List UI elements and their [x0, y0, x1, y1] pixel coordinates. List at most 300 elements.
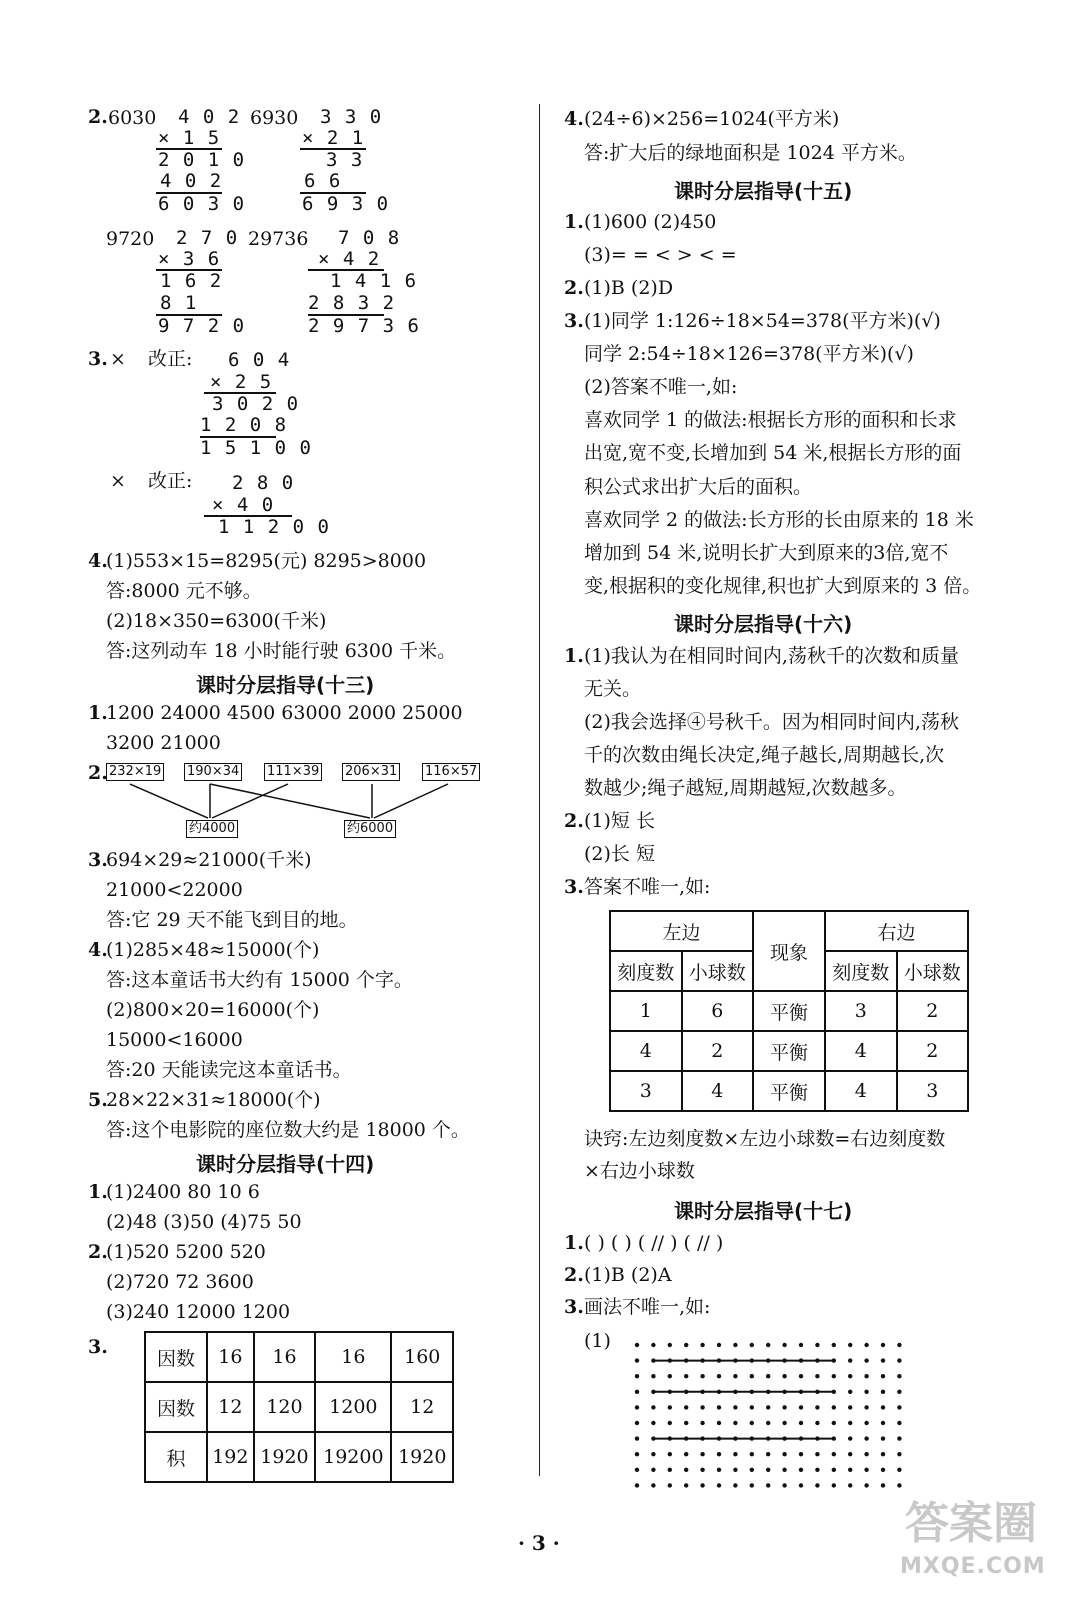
grid-dot	[897, 1358, 901, 1362]
s15-q3-line7: 喜欢同学 2 的做法:长方形的长由原来的 18 米	[584, 509, 974, 531]
table-cell: 4	[610, 1031, 682, 1071]
grid-dot	[864, 1483, 868, 1487]
s17-q2-number: 2.	[564, 1264, 584, 1286]
grid-dot	[717, 1436, 721, 1440]
grid-dot	[750, 1374, 754, 1378]
grid-dot	[881, 1405, 885, 1409]
q2d-product: 2 9 7 3 6	[308, 315, 420, 337]
section-title-16: 课时分层指导(十六)	[674, 612, 853, 636]
grid-dot	[651, 1483, 655, 1487]
q3-fix-label: 改正:	[148, 348, 193, 370]
s15-q3-line2: 同学 2:54÷18×126=378(平方米)(√)	[584, 343, 914, 365]
s15-q1-line1: (1)600 (2)450	[584, 211, 717, 233]
s16-tip-line1: 诀窍:左边刻度数×左边小球数=右边刻度数	[584, 1128, 946, 1150]
grid-dot	[651, 1468, 655, 1472]
q3-number: 3.	[88, 348, 108, 370]
grid-dot	[717, 1452, 721, 1456]
result-box-4000: 约4000	[186, 820, 238, 838]
table-subheader: 小球数	[682, 951, 754, 991]
s15-q1-line2: (3)= = < > < =	[584, 244, 737, 266]
s13-q5-number: 5.	[88, 1089, 108, 1111]
grid-dot	[864, 1468, 868, 1472]
grid-dot	[733, 1483, 737, 1487]
grid-dot	[750, 1483, 754, 1487]
s13-q1-number: 1.	[88, 702, 108, 724]
grid-dot	[733, 1436, 737, 1440]
grid-dot	[684, 1452, 688, 1456]
grid-dot	[864, 1421, 868, 1425]
s15-q3-line5: 出宽,宽不变,长增加到 54 米,根据长方形的面	[584, 442, 962, 464]
q2d-multiplier: × 4 2	[318, 248, 381, 270]
grid-dot	[815, 1405, 819, 1409]
r-q4-number: 4.	[564, 108, 584, 130]
s15-q3-line6: 积公式求出扩大后的面积。	[584, 476, 813, 498]
grid-dot	[799, 1405, 803, 1409]
grid-dot	[635, 1452, 639, 1456]
match-box-3: 111×39	[264, 763, 322, 781]
grid-dot	[766, 1436, 770, 1440]
table-cell: 2	[682, 1031, 754, 1071]
grid-dot	[799, 1390, 803, 1394]
s13-q4-line3: (2)800×20=16000(个)	[106, 999, 320, 1021]
grid-dot	[750, 1358, 754, 1362]
table-cell: 120	[254, 1382, 316, 1432]
table-cell: 平衡	[753, 1071, 825, 1111]
s14-q1-line2: (2)48 (3)50 (4)75 50	[106, 1211, 302, 1233]
grid-dot	[864, 1374, 868, 1378]
grid-dot	[635, 1405, 639, 1409]
grid-dot	[750, 1452, 754, 1456]
grid-dot	[700, 1374, 704, 1378]
q2b-multiplicand: 3 3 0	[320, 106, 383, 128]
q2c-partial2: 8 1	[160, 292, 198, 314]
grid-dot	[717, 1421, 721, 1425]
grid-dot	[750, 1343, 754, 1347]
grid-dot	[766, 1390, 770, 1394]
s14-q2-line1: (1)520 5200 520	[106, 1241, 266, 1263]
grid-dot	[897, 1343, 901, 1347]
grid-dot	[799, 1468, 803, 1472]
q3b-product: 1 1 2 0 0	[218, 516, 330, 538]
grid-dot	[684, 1405, 688, 1409]
grid-dot	[717, 1405, 721, 1409]
grid-dot	[733, 1421, 737, 1425]
q2c-product: 9 7 2 0	[158, 315, 246, 337]
s15-q2-line1: (1)B (2)D	[584, 277, 674, 299]
s13-q3-number: 3.	[88, 849, 108, 871]
grid-dot	[684, 1483, 688, 1487]
table-cell: 16	[207, 1332, 254, 1382]
grid-dot	[864, 1358, 868, 1362]
table-cell: 12	[391, 1382, 453, 1432]
q2b-result: 6930	[250, 107, 299, 129]
grid-dot	[815, 1421, 819, 1425]
grid-dot	[766, 1358, 770, 1362]
grid-dot	[799, 1452, 803, 1456]
q2b-partial1: 3 3	[326, 149, 364, 171]
grid-dot	[832, 1452, 836, 1456]
grid-dot	[700, 1421, 704, 1425]
grid-dot	[668, 1343, 672, 1347]
q4-line4: 答:这列动车 18 小时能行驶 6300 千米。	[106, 640, 457, 662]
table-cell: 6	[682, 991, 754, 1031]
grid-dot	[766, 1405, 770, 1409]
table-cell: 4	[825, 1071, 897, 1111]
q2a-multiplier: × 1 5	[158, 127, 221, 149]
grid-dot	[864, 1452, 868, 1456]
grid-dot	[897, 1374, 901, 1378]
grid-dot	[635, 1374, 639, 1378]
s15-q3-line4: 喜欢同学 1 的做法:根据长方形的面积和长求	[584, 409, 957, 431]
grid-dot	[733, 1374, 737, 1378]
grid-dot	[668, 1468, 672, 1472]
s14-q3-number: 3.	[88, 1336, 108, 1358]
grid-dot	[897, 1452, 901, 1456]
s15-q3-line1: (1)同学 1:126÷18×54=378(平方米)(√)	[584, 310, 941, 332]
grid-dot	[717, 1374, 721, 1378]
column-divider	[539, 104, 540, 1476]
s15-q3-line9: 变,根据积的变化规律,积也扩大到原来的 3 倍。	[584, 575, 982, 597]
grid-dot	[635, 1436, 639, 1440]
s17-q3-number: 3.	[564, 1296, 584, 1318]
grid-dot	[848, 1374, 852, 1378]
s17-q1-line1: ( ) ( ) ( // ) ( // )	[584, 1232, 724, 1254]
grid-dot	[668, 1390, 672, 1394]
s14-q1-line1: (1)2400 80 10 6	[106, 1181, 260, 1203]
s16-q2-number: 2.	[564, 810, 584, 832]
q2d-partial1: 1 4 1 6	[330, 270, 418, 292]
q2c-multiplicand: 2 7 0	[176, 227, 239, 249]
grid-dot	[668, 1358, 672, 1362]
s16-q1-line2: 无关。	[584, 678, 642, 700]
match-box-5: 116×57	[422, 763, 480, 781]
grid-dot	[717, 1343, 721, 1347]
q4-line3: (2)18×350=6300(千米)	[106, 610, 327, 632]
q2b-multiplier: × 2 1	[302, 127, 365, 149]
grid-dot	[700, 1483, 704, 1487]
table-header-right: 右边	[825, 911, 968, 951]
grid-dot	[881, 1390, 885, 1394]
s13-q5-line2: 答:这个电影院的座位数大约是 18000 个。	[106, 1119, 470, 1141]
grid-dot	[897, 1436, 901, 1440]
grid-dot	[848, 1421, 852, 1425]
grid-dot	[864, 1343, 868, 1347]
grid-dot	[750, 1421, 754, 1425]
grid-dot	[684, 1343, 688, 1347]
grid-dot	[766, 1483, 770, 1487]
grid-dot	[684, 1436, 688, 1440]
grid-dot	[832, 1358, 836, 1362]
grid-dot	[684, 1390, 688, 1394]
s13-q3-line1: 694×29≈21000(千米)	[106, 849, 312, 871]
s16-tip-line2: ×右边小球数	[584, 1160, 695, 1182]
grid-dot	[700, 1390, 704, 1394]
s17-q1-number: 1.	[564, 1232, 584, 1254]
grid-dot	[782, 1374, 786, 1378]
grid-dot	[815, 1468, 819, 1472]
q2c-result: 9720	[106, 228, 155, 250]
s13-q1-line1: 1200 24000 4500 63000 2000 25000	[106, 702, 463, 724]
table-cell: 3	[610, 1071, 682, 1111]
s13-q1-line2: 3200 21000	[106, 732, 221, 754]
table-cell: 192	[207, 1432, 254, 1482]
grid-dot	[668, 1374, 672, 1378]
table-subheader: 小球数	[897, 951, 969, 991]
grid-dot	[766, 1421, 770, 1425]
match-box-4: 206×31	[342, 763, 400, 781]
grid-dot	[815, 1452, 819, 1456]
q2c-partial1: 1 6 2	[160, 270, 223, 292]
s16-q2-line1: (1)短 长	[584, 810, 655, 832]
grid-dot	[832, 1390, 836, 1394]
q2c-multiplier: × 3 6	[158, 248, 221, 270]
grid-dot	[881, 1343, 885, 1347]
grid-dot	[815, 1483, 819, 1487]
watermark-logo: 答案圈	[905, 1498, 1037, 1549]
s17-q3-label: (1)	[584, 1330, 611, 1352]
grid-dot	[684, 1374, 688, 1378]
s16-q1-line3: (2)我会选择④号秋千。因为相同时间内,荡秋	[584, 711, 959, 733]
grid-dot	[651, 1343, 655, 1347]
q2b-partial2: 6 6	[304, 170, 342, 192]
s14-q1-number: 1.	[88, 1181, 108, 1203]
result-box-6000: 约6000	[344, 820, 396, 838]
q2a-multiplicand: 4 0 2	[178, 106, 241, 128]
table-cell: 积	[145, 1432, 207, 1482]
grid-dot	[684, 1468, 688, 1472]
grid-dot	[864, 1405, 868, 1409]
s13-q4-line5: 答:20 天能读完这本童话书。	[106, 1059, 352, 1081]
table-cell: 160	[391, 1332, 453, 1382]
grid-dot	[782, 1390, 786, 1394]
grid-dot	[766, 1343, 770, 1347]
grid-dot	[635, 1421, 639, 1425]
s13-q4-line1: (1)285×48≈15000(个)	[106, 939, 320, 961]
grid-dot	[750, 1390, 754, 1394]
grid-dot	[766, 1374, 770, 1378]
s16-q3-line1: 答案不唯一,如:	[584, 876, 711, 898]
grid-dot	[848, 1436, 852, 1440]
table-subheader: 刻度数	[825, 951, 897, 991]
table-cell: 16	[254, 1332, 316, 1382]
grid-dot	[733, 1468, 737, 1472]
grid-dot	[668, 1405, 672, 1409]
grid-dot	[700, 1436, 704, 1440]
match-box-2: 190×34	[184, 763, 242, 781]
grid-dot	[635, 1468, 639, 1472]
grid-dot	[700, 1405, 704, 1409]
grid-dot	[684, 1421, 688, 1425]
table-cell: 1920	[391, 1432, 453, 1482]
s15-q3-number: 3.	[564, 310, 584, 332]
grid-dot	[700, 1358, 704, 1362]
grid-dot	[848, 1358, 852, 1362]
grid-dot	[651, 1358, 655, 1362]
grid-dot	[668, 1436, 672, 1440]
r-q4-line1: (24÷6)×256=1024(平方米)	[584, 108, 840, 130]
table-cell: 平衡	[753, 1031, 825, 1071]
grid-dot	[815, 1390, 819, 1394]
grid-dot	[848, 1390, 852, 1394]
q3a-partial2: 1 2 0 8	[200, 414, 288, 436]
table-cell: 平衡	[753, 991, 825, 1031]
s13-q2-number: 2.	[88, 762, 108, 784]
s16-q3-number: 3.	[564, 876, 584, 898]
q2a-partial1: 2 0 1 0	[158, 149, 246, 171]
s16-q2-line2: (2)长 短	[584, 843, 655, 865]
grid-dot	[848, 1405, 852, 1409]
grid-dot	[881, 1483, 885, 1487]
grid-dot	[832, 1468, 836, 1472]
factor-table	[144, 1331, 454, 1483]
grid-dot	[848, 1343, 852, 1347]
s15-q1-number: 1.	[564, 211, 584, 233]
grid-dot	[651, 1421, 655, 1425]
grid-dot	[799, 1358, 803, 1362]
grid-dot	[897, 1390, 901, 1394]
grid-dot	[881, 1452, 885, 1456]
grid-dot	[782, 1405, 786, 1409]
s15-q3-line8: 增加到 54 米,说明长扩大到原来的3倍,宽不	[584, 542, 949, 564]
s15-q2-number: 2.	[564, 277, 584, 299]
match-box-1: 232×19	[106, 763, 164, 781]
grid-dot	[897, 1483, 901, 1487]
q2a-product: 6 0 3 0	[158, 193, 246, 215]
section-title-13: 课时分层指导(十三)	[196, 673, 375, 697]
table-cell: 4	[682, 1071, 754, 1111]
grid-dot	[717, 1468, 721, 1472]
grid-dot	[848, 1483, 852, 1487]
grid-dot	[832, 1436, 836, 1440]
grid-dot	[700, 1452, 704, 1456]
s14-q2-line2: (2)720 72 3600	[106, 1271, 254, 1293]
grid-dot	[864, 1390, 868, 1394]
grid-dot	[684, 1358, 688, 1362]
grid-dot	[897, 1468, 901, 1472]
s13-q4-number: 4.	[88, 939, 108, 961]
grid-dot	[651, 1436, 655, 1440]
grid-dot	[651, 1452, 655, 1456]
grid-dot	[733, 1405, 737, 1409]
q2d-multiplicand: 7 0 8	[338, 227, 401, 249]
grid-dot	[848, 1468, 852, 1472]
q4-number: 4.	[88, 550, 108, 572]
r-q4-line2: 答:扩大后的绿地面积是 1024 平方米。	[584, 142, 917, 164]
grid-dot	[668, 1421, 672, 1425]
grid-dot	[782, 1452, 786, 1456]
s17-q3-line1: 画法不唯一,如:	[584, 1296, 711, 1318]
grid-dot	[848, 1452, 852, 1456]
q2a-partial2: 4 0 2	[160, 170, 223, 192]
s13-q4-line2: 答:这本童话书大约有 15000 个字。	[106, 969, 413, 991]
grid-dot	[832, 1405, 836, 1409]
q3-wrong-mark-2: ×	[110, 470, 126, 492]
grid-dot	[750, 1405, 754, 1409]
grid-dot	[733, 1452, 737, 1456]
grid-dot	[881, 1358, 885, 1362]
grid-dot	[700, 1468, 704, 1472]
table-cell: 1200	[315, 1382, 391, 1432]
grid-dot	[635, 1390, 639, 1394]
grid-dot	[651, 1374, 655, 1378]
grid-dot	[832, 1421, 836, 1425]
grid-dot	[799, 1343, 803, 1347]
table-cell: 3	[897, 1071, 969, 1111]
grid-dot	[897, 1421, 901, 1425]
grid-dot	[782, 1343, 786, 1347]
grid-dot	[782, 1421, 786, 1425]
s13-q5-line1: 28×22×31≈18000(个)	[106, 1089, 321, 1111]
s16-q1-line1: (1)我认为在相同时间内,荡秋千的次数和质量	[584, 645, 959, 667]
table-cell: 因数	[145, 1332, 207, 1382]
table-header-left: 左边	[610, 911, 753, 951]
grid-dot	[881, 1436, 885, 1440]
s16-q1-line4: 千的次数由绳长决定,绳子越长,周期越长,次	[584, 744, 945, 766]
grid-dot	[782, 1358, 786, 1362]
grid-dot	[766, 1452, 770, 1456]
q2d-partial2: 2 8 3 2	[308, 292, 396, 314]
q4-line2: 答:8000 元不够。	[106, 580, 262, 602]
grid-dot	[864, 1436, 868, 1440]
grid-dot	[815, 1343, 819, 1347]
table-cell: 2	[897, 991, 969, 1031]
table-cell: 4	[825, 1031, 897, 1071]
q3a-multiplier: × 2 5	[210, 371, 273, 393]
grid-dot	[782, 1483, 786, 1487]
grid-dot	[832, 1374, 836, 1378]
table-cell: 12	[207, 1382, 254, 1432]
grid-dot	[651, 1405, 655, 1409]
grid-dot	[733, 1358, 737, 1362]
s13-q4-line4: 15000<16000	[106, 1029, 243, 1051]
grid-dot	[717, 1390, 721, 1394]
grid-dot	[815, 1358, 819, 1362]
section-title-14: 课时分层指导(十四)	[196, 1152, 375, 1176]
table-cell: 1	[610, 991, 682, 1031]
s16-q1-line5: 数越少;绳子越短,周期越短,次数越多。	[584, 777, 907, 799]
grid-dot	[815, 1374, 819, 1378]
q3a-multiplicand: 6 0 4	[228, 349, 291, 371]
grid-dot	[635, 1483, 639, 1487]
s13-q3-line2: 21000<22000	[106, 879, 243, 901]
section-title-15: 课时分层指导(十五)	[674, 179, 853, 203]
s14-q2-line3: (3)240 12000 1200	[106, 1301, 291, 1323]
q3a-partial1: 3 0 2 0	[212, 393, 300, 415]
grid-dot	[799, 1421, 803, 1425]
watermark-url: MXQE.COM	[900, 1554, 1046, 1579]
grid-dot	[782, 1436, 786, 1440]
q2b-product: 6 9 3 0	[302, 193, 390, 215]
table-cell: 19200	[315, 1432, 391, 1482]
grid-dot	[733, 1343, 737, 1347]
grid-dot	[766, 1468, 770, 1472]
grid-dot	[635, 1343, 639, 1347]
grid-dot	[668, 1483, 672, 1487]
q2-number: 2.	[88, 106, 108, 128]
q4-line1: (1)553×15=8295(元) 8295>8000	[106, 550, 427, 572]
grid-dot	[651, 1390, 655, 1394]
grid-dot	[700, 1343, 704, 1347]
q2a-result: 6030	[108, 107, 157, 129]
grid-dot	[635, 1358, 639, 1362]
balance-table	[609, 910, 969, 1112]
q3b-multiplier: × 4 0	[212, 494, 275, 516]
grid-dot	[881, 1421, 885, 1425]
grid-dot	[881, 1374, 885, 1378]
s14-q2-number: 2.	[88, 1241, 108, 1263]
grid-dot	[733, 1390, 737, 1394]
grid-dot	[782, 1468, 786, 1472]
